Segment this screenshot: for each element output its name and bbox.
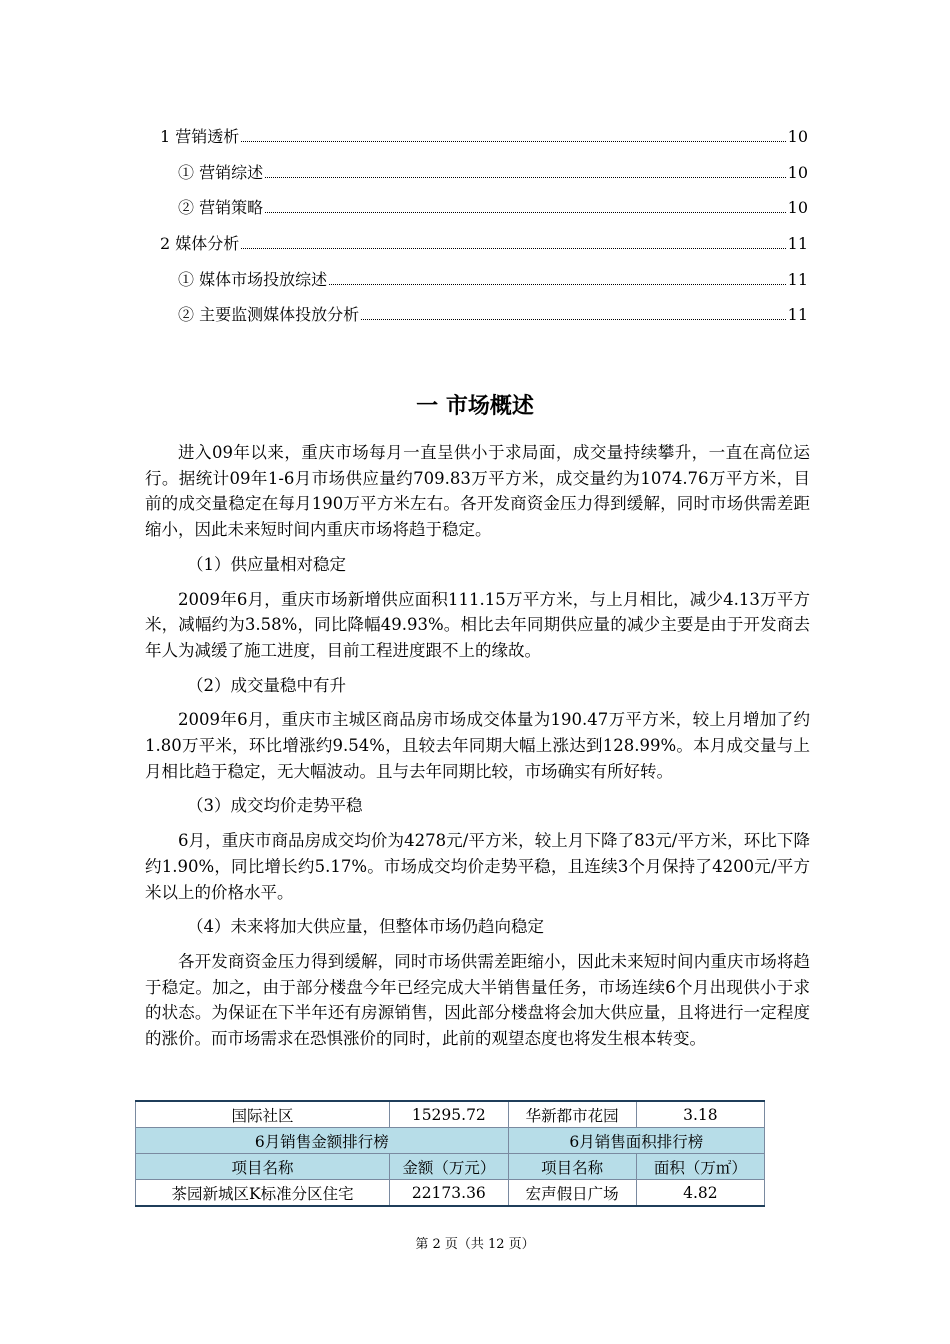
table-of-contents — [160, 126, 808, 340]
toc-leader-dots — [361, 318, 786, 320]
toc-page-number: 11 — [787, 305, 808, 325]
table-cell: 3.18 — [636, 1101, 764, 1128]
column-header: 项目名称 — [136, 1154, 390, 1180]
page-footer: 第 2 页（共 12 页） — [415, 1237, 535, 1252]
table-cell: 15295.72 — [390, 1101, 508, 1128]
subsection-paragraph: 各开发商资金压力得到缓解，同时市场供需差距缩小，因此未来短时间内重庆市场将趋于稳定。加之，由于部分楼盘今年已经完成大半销售量任务，市场连续6个月出现供小于求的状态。为保证在下半年还有房源销售，因此部分楼盘将会加大供应量，且将进行一定程度的涨价。而市场需求在恐惧涨价的同时，此前的观望态度也将发生根本转变。 — [145, 951, 810, 1049]
table-title-right: 6月销售面积排行榜 — [508, 1128, 764, 1154]
table-cell: 茶园新城区K标准分区住宅 — [136, 1180, 390, 1207]
subsection-paragraph: 2009年6月，重庆市主城区商品房市场成交体量为190.47万平方米，较上月增加了约1.80万平米，环比增涨约9.54%，且较去年同期大幅上涨达到128.99%。本月成交量与上月相比趋于稳定，无大幅波动。且与去年同期比较，市场确实有所好转。 — [145, 710, 810, 781]
toc-page-number: 10 — [787, 198, 808, 218]
toc-entry[interactable] — [160, 162, 808, 198]
toc-label: ① 营销综述 — [178, 162, 264, 182]
toc-entry[interactable] — [160, 233, 808, 269]
toc-page-number: 11 — [787, 234, 808, 254]
subsection-title: （2）成交量稳中有升 — [187, 675, 346, 695]
toc-leader-dots — [265, 211, 786, 213]
body-text — [145, 440, 810, 1061]
sales-ranking-table — [135, 1100, 765, 1207]
toc-entry[interactable] — [160, 269, 808, 305]
table-cell: 4.82 — [636, 1180, 764, 1207]
toc-entry[interactable] — [160, 304, 808, 340]
toc-label: ② 主要监测媒体投放分析 — [178, 305, 360, 325]
toc-page-number: 11 — [787, 269, 808, 289]
column-header: 金额（万元） — [390, 1154, 508, 1180]
section-heading: 一 市场概述 — [416, 394, 534, 419]
subsection-paragraph: 2009年6月，重庆市场新增供应面积111.15万平方米，与上月相比，减少4.13万平方米，减幅约为3.58%，同比降幅49.93%。相比去年同期供应量的减少主要是由于开发商去年人为减缓了施工进度，目前工程进度跟不上的缘故。 — [145, 589, 810, 660]
table-title-row — [136, 1128, 765, 1154]
subsection-title: （1）供应量相对稳定 — [187, 554, 346, 574]
table-cell: 国际社区 — [136, 1101, 390, 1128]
toc-label: 2 媒体分析 — [160, 234, 240, 254]
toc-leader-dots — [241, 247, 785, 249]
toc-label: ② 营销策略 — [178, 198, 264, 218]
table-cell: 华新都市花园 — [508, 1101, 636, 1128]
toc-page-number: 10 — [787, 127, 808, 146]
table-row — [136, 1180, 765, 1207]
table-cell: 宏声假日广场 — [508, 1180, 636, 1207]
subsection-title: （4）未来将加大供应量，但整体市场仍趋向稳定 — [187, 917, 544, 937]
table-row — [136, 1101, 765, 1128]
table-title-left: 6月销售金额排行榜 — [136, 1128, 509, 1154]
table-cell: 22173.36 — [390, 1180, 508, 1207]
toc-leader-dots — [329, 283, 786, 285]
toc-entry[interactable] — [160, 197, 808, 233]
column-header: 项目名称 — [508, 1154, 636, 1180]
column-header: 面积（万㎡） — [636, 1154, 764, 1180]
toc-leader-dots — [265, 176, 786, 178]
table-header-row — [136, 1154, 765, 1180]
subsection-title: （3）成交均价走势平稳 — [187, 796, 363, 816]
toc-entry[interactable] — [160, 126, 808, 162]
toc-page-number: 10 — [787, 162, 808, 182]
subsection-paragraph: 6月，重庆市商品房成交均价为4278元/平方米，较上月下降了83元/平方米，环比下降约1.90%，同比增长约5.17%。市场成交均价走势平稳，且连续3个月保持了4200元/平方米以上的价格水平。 — [145, 831, 810, 902]
intro-paragraph: 进入09年以来，重庆市场每月一直呈供小于求局面，成交量持续攀升，一直在高位运行。据统计09年1-6月市场供应量约709.83万平方米，成交量约为1074.76万平方米，目前的成交量稳定在每月190万平方米左右。各开发商资金压力得到缓解，同时市场供需差距缩小，因此未来短时间内重庆市场将趋于稳定。 — [145, 443, 810, 540]
toc-label: 1 营销透析 — [160, 127, 240, 146]
toc-leader-dots — [241, 140, 785, 142]
toc-label: ① 媒体市场投放综述 — [178, 269, 328, 289]
